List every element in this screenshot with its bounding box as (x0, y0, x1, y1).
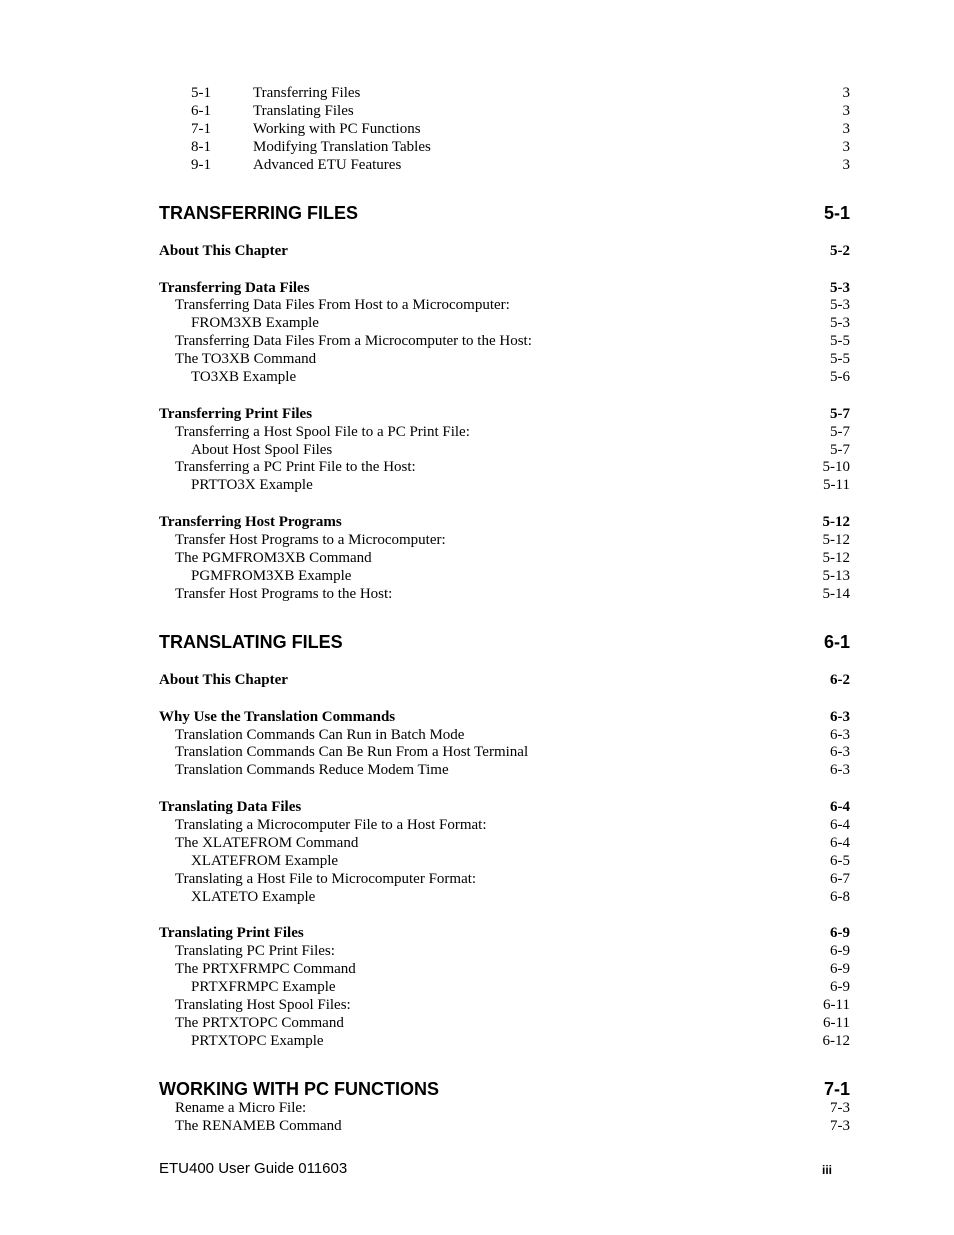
entry-title: Rename a Micro File: (175, 1100, 307, 1116)
entry-page: 6-9 (830, 943, 850, 959)
footer-document-title: ETU400 User Guide 011603 (159, 1160, 348, 1177)
entry-page: 6-7 (830, 871, 850, 887)
figure-number: 8-1 (191, 139, 211, 155)
figure-entry (159, 102, 850, 120)
entry-title: Translation Commands Can Be Run From a Host Terminal (175, 744, 529, 760)
entry-page: 5-13 (822, 568, 850, 584)
entry-page: 5-7 (830, 424, 850, 440)
figure-page: 3 (842, 121, 850, 137)
entry-page: 6-8 (830, 889, 850, 905)
entry-title: The TO3XB Command (175, 351, 317, 367)
entry-page: 6-4 (830, 817, 850, 833)
chapter-page: 5-1 (823, 203, 850, 223)
figure-title: Working with PC Functions (253, 121, 421, 137)
entry-title: PRTTO3X Example (191, 477, 313, 493)
toc-entry (159, 567, 850, 585)
entry-title: Translating a Microcomputer File to a Host Format: (175, 817, 487, 833)
chapter-title: TRANSFERRING FILES (159, 203, 359, 223)
figure-title: Advanced ETU Features (253, 157, 402, 173)
entry-page: 6-3 (830, 762, 850, 778)
entry-title: Transferring Data Files From Host to a Microcomputer: (175, 297, 510, 313)
toc-section (159, 924, 850, 942)
toc-entry (159, 1014, 850, 1032)
entry-title: Translating Host Spool Files: (175, 997, 351, 1013)
entry-page: 6-5 (830, 853, 850, 869)
section-title: Transferring Host Programs (159, 514, 342, 530)
figure-title: Modifying Translation Tables (253, 139, 431, 155)
toc-entry (159, 1032, 850, 1050)
toc-entry (159, 332, 850, 350)
toc-entry (159, 852, 850, 870)
entry-title: Transfer Host Programs to a Microcomputer: (175, 532, 446, 548)
section-title: Why Use the Translation Commands (159, 709, 396, 725)
figure-page: 3 (842, 157, 850, 173)
entry-page: 5-12 (822, 532, 850, 548)
chapter-heading (159, 631, 850, 653)
section-page: 6-2 (830, 672, 850, 688)
figure-entry (159, 84, 850, 102)
entry-title: Transferring a PC Print File to the Host: (175, 459, 416, 475)
toc-entry (159, 1117, 850, 1135)
toc-entry (159, 350, 850, 368)
toc-entry (159, 888, 850, 906)
toc-entry (159, 996, 850, 1014)
toc-entry (159, 870, 850, 888)
section-title: Translating Print Files (159, 925, 304, 941)
figure-number: 7-1 (191, 121, 211, 137)
toc-entry (159, 296, 850, 314)
figure-number: 6-1 (191, 103, 211, 119)
entry-page: 7-3 (830, 1118, 850, 1134)
entry-title: Transferring a Host Spool File to a PC Print File: (175, 424, 470, 440)
entry-page: 6-4 (830, 835, 850, 851)
entry-title: TO3XB Example (191, 369, 297, 385)
toc-section (159, 405, 850, 423)
section-title: About This Chapter (159, 243, 288, 259)
toc-entry (159, 1099, 850, 1117)
toc-section (159, 242, 850, 260)
entry-title: The PGMFROM3XB Command (175, 550, 372, 566)
toc-entry (159, 816, 850, 834)
entry-page: 5-5 (830, 351, 850, 367)
entry-page: 6-11 (823, 1015, 850, 1031)
toc-entry (159, 314, 850, 332)
toc-entry (159, 549, 850, 567)
toc-entry (159, 743, 850, 761)
section-page: 5-12 (822, 514, 850, 530)
toc-section (159, 671, 850, 689)
entry-title: PGMFROM3XB Example (191, 568, 352, 584)
toc-entry (159, 585, 850, 603)
figure-entry (159, 156, 850, 174)
section-page: 5-2 (830, 243, 850, 259)
entry-title: The PRTXFRMPC Command (175, 961, 356, 977)
toc-section (159, 279, 850, 297)
entry-page: 5-7 (830, 442, 850, 458)
entry-title: Translation Commands Reduce Modem Time (175, 762, 449, 778)
section-title: Translating Data Files (159, 799, 302, 815)
figure-number: 5-1 (191, 85, 211, 101)
entry-title: The PRTXTOPC Command (175, 1015, 344, 1031)
entry-page: 5-12 (822, 550, 850, 566)
entry-title: Translating PC Print Files: (175, 943, 335, 959)
entry-page: 6-12 (822, 1033, 850, 1049)
toc-entry (159, 834, 850, 852)
toc-entry (159, 423, 850, 441)
entry-title: PRTXFRMPC Example (191, 979, 336, 995)
entry-page: 6-11 (823, 997, 850, 1013)
figure-title: Translating Files (253, 103, 354, 119)
entry-title: FROM3XB Example (191, 315, 319, 331)
toc-entry (159, 960, 850, 978)
figure-page: 3 (842, 85, 850, 101)
entry-title: XLATETO Example (191, 889, 316, 905)
toc-entry (159, 726, 850, 744)
toc-section (159, 513, 850, 531)
entry-page: 7-3 (830, 1100, 850, 1116)
toc-entry (159, 942, 850, 960)
section-page: 6-3 (830, 709, 850, 725)
entry-page: 5-6 (830, 369, 850, 385)
toc-entry (159, 476, 850, 494)
section-page: 6-4 (830, 799, 850, 815)
entry-page: 5-14 (822, 586, 850, 602)
entry-title: Transferring Data Files From a Microcomputer to the Host: (175, 333, 532, 349)
entry-page: 6-3 (830, 727, 850, 743)
section-page: 5-3 (830, 280, 850, 296)
section-title: Transferring Print Files (159, 406, 313, 422)
toc-entry (159, 458, 850, 476)
entry-title: PRTXTOPC Example (191, 1033, 324, 1049)
figure-entry (159, 138, 850, 156)
toc-entry (159, 531, 850, 549)
entry-page: 5-5 (830, 333, 850, 349)
chapter-title: WORKING WITH PC FUNCTIONS (159, 1079, 439, 1099)
figure-entry (159, 120, 850, 138)
chapter-page: 6-1 (823, 632, 850, 652)
figure-number: 9-1 (191, 157, 211, 173)
entry-title: Translating a Host File to Microcomputer Format: (175, 871, 477, 887)
figure-page: 3 (842, 139, 850, 155)
section-title: Transferring Data Files (159, 280, 310, 296)
section-page: 6-9 (830, 925, 850, 941)
entry-title: Translation Commands Can Run in Batch Mode (175, 727, 465, 743)
entry-title: XLATEFROM Example (191, 853, 339, 869)
chapter-title: TRANSLATING FILES (159, 632, 343, 652)
entry-page: 5-3 (830, 297, 850, 313)
toc-section (159, 798, 850, 816)
chapter-heading (159, 202, 850, 224)
entry-page: 5-3 (830, 315, 850, 331)
entry-page: 6-3 (830, 744, 850, 760)
entry-title: The RENAMEB Command (175, 1118, 342, 1134)
figure-title: Transferring Files (253, 85, 361, 101)
entry-page: 5-10 (822, 459, 850, 475)
chapter-heading (159, 1078, 850, 1100)
toc-entry (159, 978, 850, 996)
toc-section (159, 708, 850, 726)
figure-page: 3 (842, 103, 850, 119)
section-title: About This Chapter (159, 672, 288, 688)
toc-entry (159, 761, 850, 779)
entry-page: 6-9 (830, 979, 850, 995)
entry-page: 6-9 (830, 961, 850, 977)
entry-title: The XLATEFROM Command (175, 835, 359, 851)
section-page: 5-7 (830, 406, 850, 422)
entry-title: Transfer Host Programs to the Host: (175, 586, 393, 602)
entry-title: About Host Spool Files (191, 442, 333, 458)
entry-page: 5-11 (823, 477, 850, 493)
footer-page-number: iii (822, 1163, 833, 1177)
chapter-page: 7-1 (823, 1079, 850, 1099)
toc-entry (159, 441, 850, 459)
toc-entry (159, 368, 850, 386)
